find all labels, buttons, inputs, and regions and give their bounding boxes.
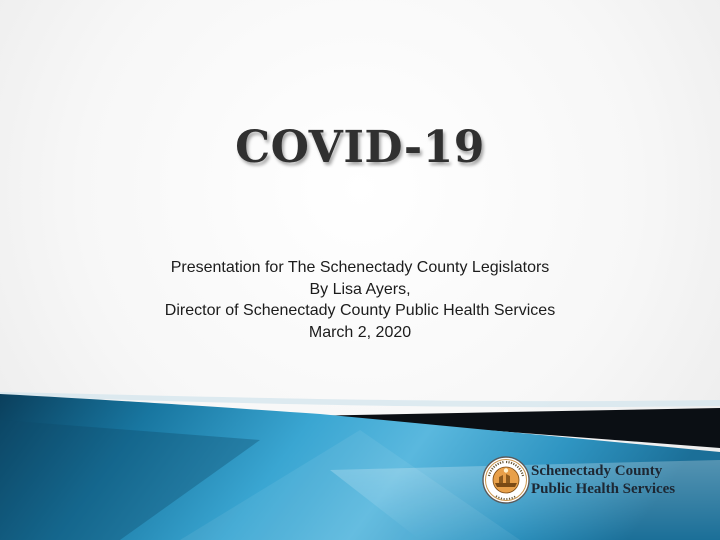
county-seal-icon bbox=[482, 456, 530, 504]
subtitle-line: March 2, 2020 bbox=[308, 323, 412, 341]
subtitle-line: Director of Schenectady County Public Health Services bbox=[164, 302, 556, 319]
org-name-line2: Public Health Services bbox=[531, 481, 676, 497]
subtitle-line: Presentation for The Schenectady County Legislators bbox=[170, 259, 550, 276]
org-name bbox=[531, 462, 675, 498]
org-name-line1: Schenectady County bbox=[531, 463, 663, 479]
slide-subtitle bbox=[0, 257, 720, 343]
subtitle-line: By Lisa Ayers, bbox=[309, 280, 411, 298]
slide-title: COVID-19 bbox=[235, 122, 485, 173]
